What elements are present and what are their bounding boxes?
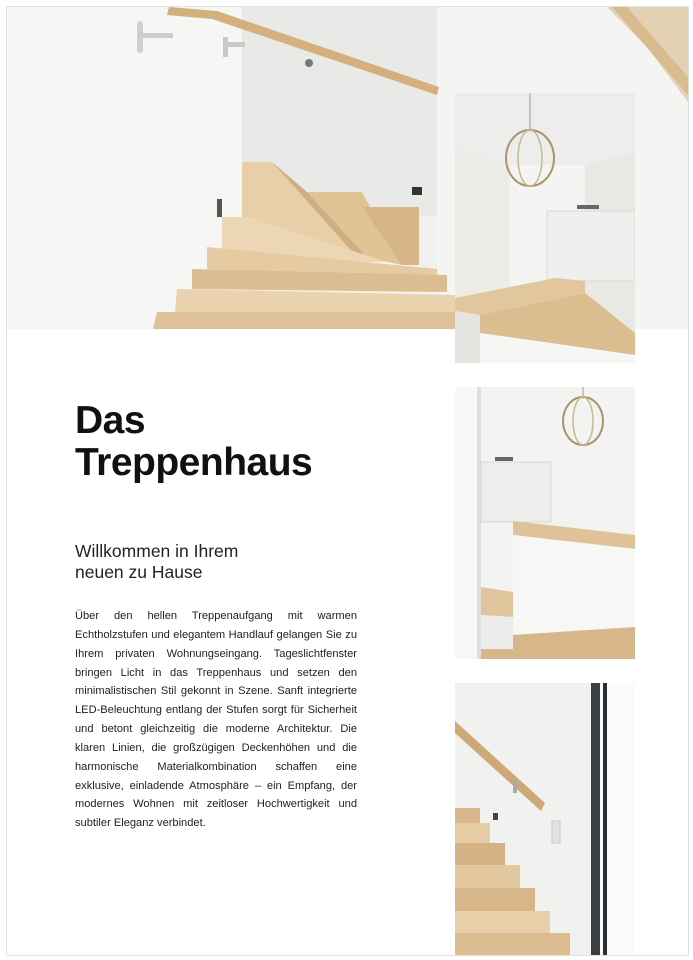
- subtitle-line-1: Willkommen in Ihrem: [75, 541, 239, 561]
- title-line-1: Das: [75, 399, 146, 442]
- page-subtitle: [75, 541, 238, 583]
- title-line-2: Treppenhaus: [75, 441, 313, 484]
- body-text: Über den hellen Treppenaufgang mit warmen Echtholzstufen und elegantem Handlauf gelangen Sie zu Ihrem privaten Wohnungseingang. Tageslichtfenster bringen Licht in das Treppenhaus und setzen den minimalistischen Stil gekonnt in Szene. Sanft integrierte LED-Beleuchtung entlang der Stufen sorgt für Sicherheit und betont gleichzeitig die moderne Architektur. Die klaren Linien, die großzügigen Deckenhöhen und die harmonische Materialkombination schaffen eine exklusive, einladende Atmosphäre – ein Empfang, der modernes Wohnen mit zeitloser Hochwertigkeit und subtiler Eleganz verbindet.: [75, 610, 357, 830]
- page-title: [75, 400, 312, 484]
- staircase-window-photo: [455, 683, 635, 955]
- landing-chandelier-photo: [455, 93, 635, 363]
- stairwell-gallery-photo: [455, 387, 635, 659]
- brochure-page: [6, 6, 689, 956]
- subtitle-line-2: neuen zu Hause: [75, 562, 203, 582]
